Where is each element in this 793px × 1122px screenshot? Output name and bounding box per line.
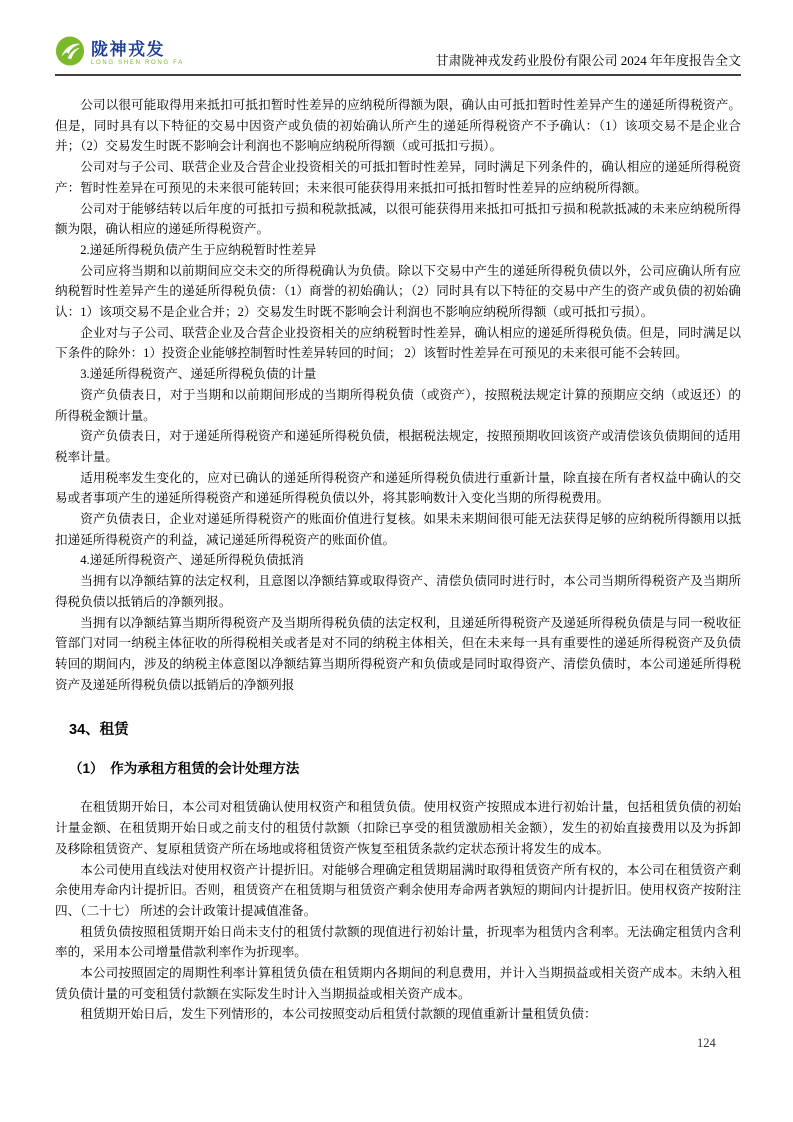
paragraph-tax-4: 公司应将当期和以前期间应交未交的所得税确认为负债。除以下交易中产生的递延所得税负债以外，公司应确认所有应纳税暂时性差异产生的递延所得税负债：（1）商誉的初始确认；（2）同时具有以下特征的交易中产生的资产或负债的初始确认：1）该项交易不是企业合并；2）交易发生时既不影响会计利润也不影响应纳税所得额（或可抵扣亏损）。 [55,263,741,320]
brand-name: 陇神戎发 [91,40,165,59]
section-subheading-lessee: （1） 作为承租方租赁的会计处理方法 [69,761,300,777]
paragraph-tax-10: 当拥有以净额结算的法定权利，且意图以净额结算或取得资产、清偿负债同时进行时，本公司当期所得税资产及当期所得税负债以抵销后的净额列报。 [55,574,741,609]
paragraph-tax-7: 资产负债表日，对于递延所得税资产和递延所得税负债，根据税法规定，按照预期收回该资产或清偿该负债期间的适用税率计量。 [55,429,741,464]
paragraph-lease-2: 本公司使用直线法对使用权资产计提折旧。对能够合理确定租赁期届满时取得租赁资产所有权的，本公司在租赁资产剩余使用寿命内计提折旧。否则，租赁资产在租赁期与租赁资产剩余使用寿命两者孰短的期间内计提折旧。使用权资产按附注四、（二十七） 所述的会计政策计提减值准备。 [55,862,741,918]
paragraph-tax-item-2: 2.递延所得税负债产生于应纳税暂时性差异 [80,242,317,257]
paragraph-tax-11: 当拥有以净额结算当期所得税资产及当期所得税负债的法定权利，且递延所得税资产及递延所得税负债是与同一税收征管部门对同一纳税主体征收的所得税相关或者是对不同的纳税主体相关，但在未来每一具有重要性的递延所得税资产及负债转回的期间内，涉及的纳税主体意图以净额结算当期所得税资产和负债或是同时取得资产、清偿负债时，本公司递延所得税资产及递延所得税负债以抵销后的净额列报 [55,615,741,692]
paragraph-tax-2: 公司对与子公司、联营企业及合营企业投资相关的可抵扣暂时性差异，同时满足下列条件的，确认相应的递延所得税资产：暂时性差异在可预见的未来很可能转回；未来很可能获得用来抵扣可抵扣暂时性差异的应纳税所得额。 [55,160,741,195]
paragraph-lease-1: 在租赁期开始日，本公司对租赁确认使用权资产和租赁负债。使用权资产按照成本进行初始计量，包括租赁负债的初始计量金额、在租赁期开始日或之前支付的租赁付款额（扣除已享受的租赁激励相关金额），发生的初始直接费用以及为拆卸及移除租赁资产、复原租赁资产所在场地或将租赁资产恢复至租赁条款约定状态预计将发生的成本。 [55,800,741,856]
page-header [55,0,741,76]
paragraph-tax-8: 适用税率发生变化的，应对已确认的递延所得税资产和递延所得税负债进行重新计量，除直接在所有者权益中确认的交易或者事项产生的递延所得税资产和递延所得税负债以外，将其影响数计入变化当期的所得税费用。 [55,470,741,506]
paragraph-lease-3: 租赁负债按照租赁期开始日尚未支付的租赁付款额的现值进行初始计量，折现率为租赁内含利率。无法确定租赁内含利率的，采用本公司增量借款利率作为折现率。 [55,924,741,960]
brand-text-block [91,41,184,66]
paragraph-tax-item-3: 3.递延所得税资产、递延所得税负债的计量 [80,367,317,382]
section-heading-lease: 34、租赁 [69,722,129,739]
paragraph-tax-6: 资产负债表日，对于当期和以前期间形成的当期所得税负债（或资产），按照税法规定计算的预期应交纳（或返还）的所得税金额计量。 [55,387,741,423]
brand-tagline: LONG SHEN RONG FA [91,60,184,66]
paragraph-tax-5: 企业对与子公司、联营企业及合营企业投资相关的应纳税暂时性差异，确认相应的递延所得税负债。但是，同时满足以下条件的除外：1）投资企业能够控制暂时性差异转回的时间； 2）该暂时性差异在可预见的未来很可能不会转回。 [55,325,741,361]
paragraph-tax-1: 公司以很可能取得用来抵扣可抵扣暂时性差异的应纳税所得额为限，确认由可抵扣暂时性差异产生的递延所得税资产。但是，同时具有以下特征的交易中因资产或负债的初始确认所产生的递延所得税资产不予确认：（1）该项交易不是企业合并；（2）交易发生时既不影响会计利润也不影响应纳税所得额（或可抵扣亏损）。 [55,98,741,154]
logo-bird-icon [55,36,85,71]
paragraph-lease-4: 本公司按照固定的周期性利率计算租赁负债在租赁期内各期间的利息费用，并计入当期损益或相关资产成本。未纳入租赁负债计量的可变租赁付款额在实际发生时计入当期损益或相关资产成本。 [55,966,741,1001]
content-area [55,77,741,1025]
paragraph-tax-9: 资产负债表日，企业对递延所得税资产的账面价值进行复核。如果未来期间很可能无法获得足够的应纳税所得额用以抵扣递延所得税资产的利益，减记递延所得税资产的账面价值。 [55,512,741,547]
report-title: 甘肃陇神戎发药业股份有限公司 2024 年年度报告全文 [435,53,741,68]
paragraph-lease-5: 租赁期开始日后，发生下列情形的，本公司按照变动后租赁付款额的现值重新计量租赁负债： [80,1007,597,1022]
paragraph-tax-3: 公司对于能够结转以后年度的可抵扣亏损和税款抵减，以很可能获得用来抵扣可抵扣亏损和税款抵减的未来应纳税所得额为限，确认相应的递延所得税资产。 [55,201,741,237]
page-number: 124 [697,1036,716,1050]
company-logo [55,36,184,71]
paragraph-tax-item-4: 4.递延所得税资产、递延所得税负债抵消 [80,553,304,568]
